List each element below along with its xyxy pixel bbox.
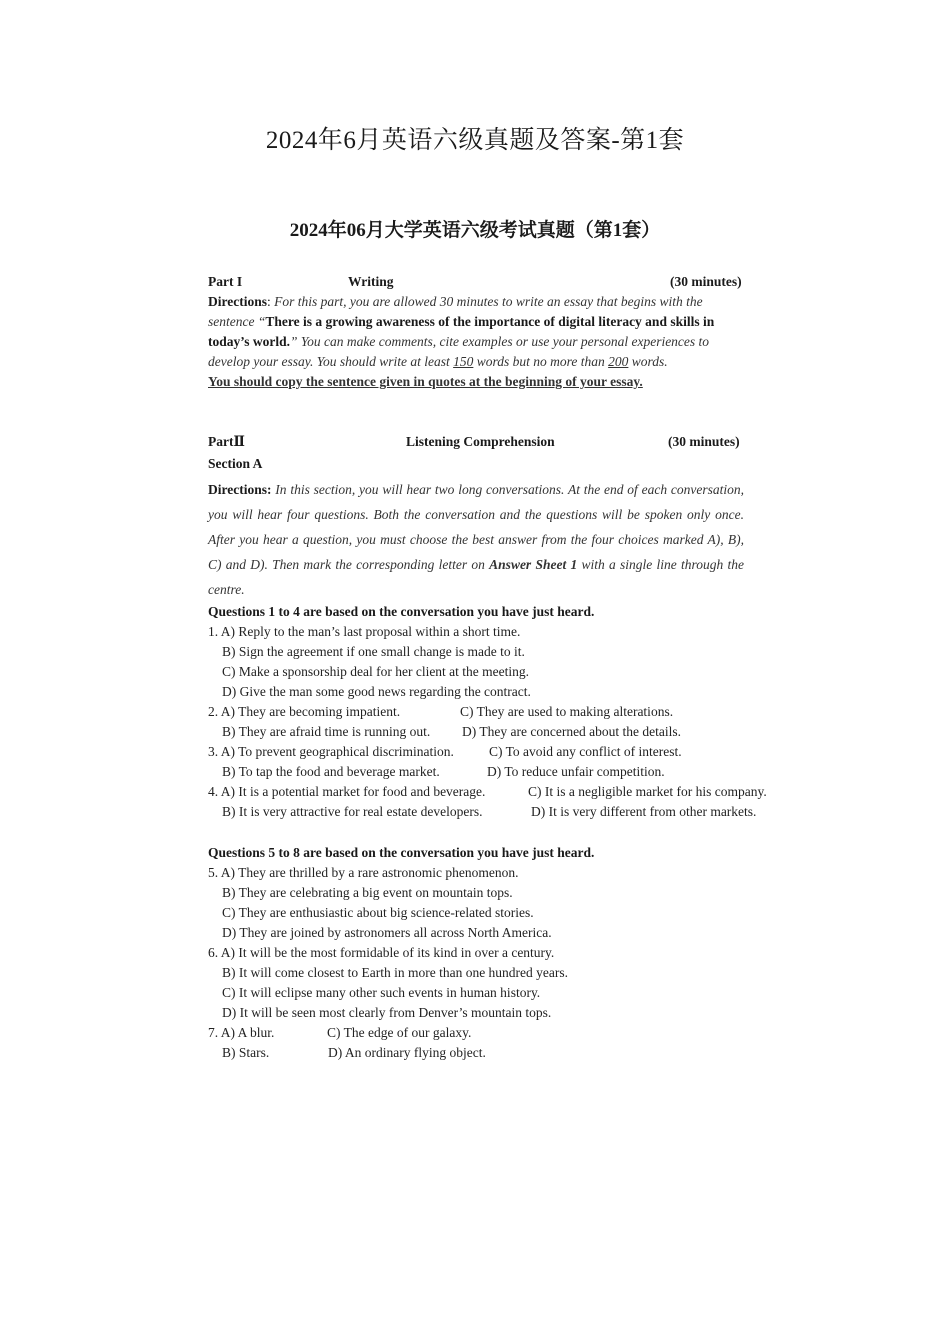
exam-content bbox=[208, 272, 788, 1063]
question-6-option-b: B) It will come closest to Earth in more than one hundred years. bbox=[222, 965, 569, 980]
copy-instruction: You should copy the sentence given in quotes at the beginning of your essay. bbox=[208, 374, 643, 389]
min-word-count: 150 bbox=[453, 354, 474, 369]
question-7-option-d: D) An ordinary flying object. bbox=[328, 1045, 486, 1060]
question-4-option-b: B) It is very attractive for real estate developers. bbox=[222, 804, 483, 819]
question-2-option-c: C) They are used to making alterations. bbox=[460, 704, 674, 719]
part2-title: Listening Comprehension bbox=[406, 434, 555, 449]
part1-time: (30 minutes) bbox=[670, 274, 742, 289]
directions-label: Directions: bbox=[208, 482, 272, 497]
question-group-heading: Questions 5 to 8 are based on the conversation you have just heard. bbox=[208, 845, 595, 860]
question-2-row bbox=[208, 722, 788, 742]
question-4-option-a: 4. A) It is a potential market for food and beverage. bbox=[208, 784, 486, 799]
directions-colon: : bbox=[267, 294, 271, 309]
directions-text: words but no more than bbox=[473, 354, 609, 369]
question-3-option-a: 3. A) To prevent geographical discrimination. bbox=[208, 744, 454, 759]
directions-text: ” You can make comments, cite examples or use your personal experiences to develop your essay. You should write at least bbox=[208, 334, 710, 369]
question-4-option-c: C) It is a negligible market for his company. bbox=[528, 784, 767, 799]
part1-title: Writing bbox=[348, 274, 394, 289]
question-1-option-b: B) Sign the agreement if one small change is made to it. bbox=[222, 644, 525, 659]
question-2-option-b: B) They are afraid time is running out. bbox=[222, 724, 431, 739]
question-2-row bbox=[208, 702, 788, 722]
directions-text: For this part, you are allowed 30 minutes to write an essay that begins with the sentence “ bbox=[208, 294, 703, 329]
exam-title: 2024年06月大学英语六级考试真题（第1套） bbox=[289, 220, 661, 241]
question-6-option-a: 6. A) It will be the most formidable of its kind in over a century. bbox=[208, 945, 555, 960]
directions-text: with a single line through the centre. bbox=[208, 557, 745, 597]
question-6-option-c: C) It will eclipse many other such events in human history. bbox=[222, 985, 541, 1000]
question-1-option-a: 1. A) Reply to the man’s last proposal within a short time. bbox=[208, 624, 521, 639]
question-7-option-c: C) The edge of our galaxy. bbox=[327, 1025, 472, 1040]
question-group-heading: Questions 1 to 4 are based on the conversation you have just heard. bbox=[208, 604, 595, 619]
part2-label: PartⅡ bbox=[208, 434, 245, 449]
question-7-option-a: 7. A) A blur. bbox=[208, 1025, 275, 1040]
question-4-option-d: D) It is very different from other markets. bbox=[531, 804, 757, 819]
question-7-row bbox=[208, 1043, 788, 1063]
question-3-option-b: B) To tap the food and beverage market. bbox=[222, 764, 440, 779]
part2-directions bbox=[208, 477, 744, 602]
part2-header bbox=[208, 432, 788, 452]
question-5-option-b: B) They are celebrating a big event on mountain tops. bbox=[222, 885, 513, 900]
question-4-row bbox=[208, 802, 788, 822]
directions-text: In this section, you will hear two long conversations. At the end of each conversation, you will hear four questions. Both the conversation and the questions will be spoken only once. After you hear a question, you must choose the best answer from the four choices marked A), B), C) and D). Then mark the corresponding letter on bbox=[208, 482, 744, 572]
part1-header bbox=[208, 272, 788, 292]
question-5-option-d: D) They are joined by astronomers all across North America. bbox=[222, 925, 552, 940]
question-3-option-d: D) To reduce unfair competition. bbox=[487, 764, 665, 779]
question-7-row bbox=[208, 1023, 788, 1043]
question-5-option-a: 5. A) They are thrilled by a rare astronomic phenomenon. bbox=[208, 865, 519, 880]
section-a-label: Section A bbox=[208, 456, 263, 471]
question-3-option-c: C) To avoid any conflict of interest. bbox=[489, 744, 682, 759]
question-3-row bbox=[208, 742, 788, 762]
question-2-option-a: 2. A) They are becoming impatient. bbox=[208, 704, 401, 719]
question-1-option-d: D) Give the man some good news regarding the contract. bbox=[222, 684, 531, 699]
question-3-row bbox=[208, 762, 788, 782]
essay-prompt-sentence: There is a growing awareness of the importance of digital literacy and skills in today’s world. bbox=[208, 314, 715, 349]
question-5-option-c: C) They are enthusiastic about big science-related stories. bbox=[222, 905, 534, 920]
question-6-option-d: D) It will be seen most clearly from Denver’s mountain tops. bbox=[222, 1005, 552, 1020]
question-4-row bbox=[208, 782, 788, 802]
question-1-option-c: C) Make a sponsorship deal for her client at the meeting. bbox=[222, 664, 530, 679]
question-7-option-b: B) Stars. bbox=[222, 1045, 270, 1060]
part1-label: Part I bbox=[208, 274, 243, 289]
part2-time: (30 minutes) bbox=[668, 434, 740, 449]
answer-sheet-ref: Answer Sheet 1 bbox=[489, 557, 578, 572]
max-word-count: 200 bbox=[608, 354, 629, 369]
document-title: 2024年6月英语六级真题及答案-第1套 bbox=[265, 127, 685, 154]
directions-text: words. bbox=[628, 354, 668, 369]
directions-label: Directions bbox=[208, 294, 267, 309]
question-2-option-d: D) They are concerned about the details. bbox=[462, 724, 682, 739]
part1-directions bbox=[208, 292, 744, 372]
